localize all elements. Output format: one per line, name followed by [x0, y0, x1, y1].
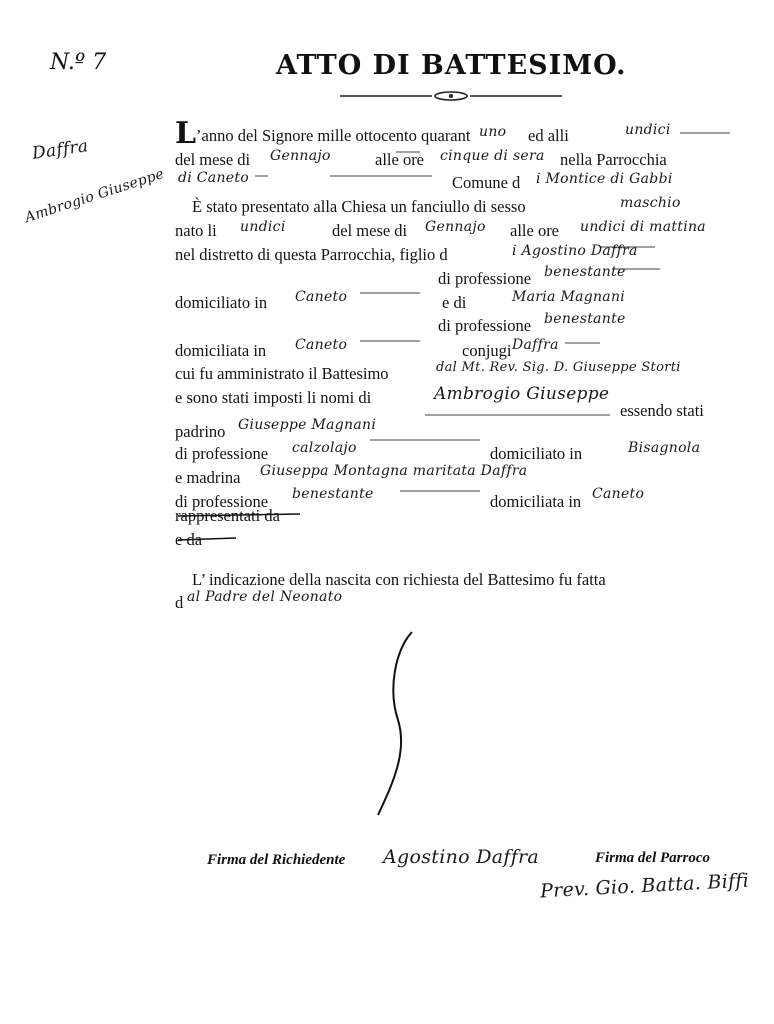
mother-profession-hand: benestante [544, 311, 626, 327]
line2-text-b: alle ore [375, 150, 425, 169]
officiant-hand: dal Mt. Rev. Sig. D. Giuseppe Storti [436, 360, 681, 375]
line17-text: di professione [175, 492, 269, 511]
godfather-domicile-hand: Bisagnola [628, 440, 701, 456]
line5-text-c: alle ore [510, 221, 560, 240]
declarant-hand: al Padre del Neonato [187, 589, 343, 605]
margin-surname: Daffra [30, 136, 90, 164]
line12-text: e sono stati imposti li nomi di [175, 388, 372, 407]
godfather-hand: Giuseppe Magnani [238, 417, 377, 433]
comune-hand: i Montice di Gabbi [536, 171, 673, 187]
birth-day-hand: undici [240, 219, 286, 235]
birth-month-hand: Gennajo [425, 219, 486, 235]
priest-signature: Prev. Gio. Batta. Biffi [539, 869, 750, 903]
birth-hour-hand: undici di mattina [580, 219, 706, 235]
line21-text: d [175, 593, 184, 612]
flourish-stroke-icon [378, 632, 412, 815]
father-profession-hand: benestante [544, 264, 626, 280]
parish-hand: di Caneto [178, 170, 250, 186]
representatives-line: rappresentati da [175, 506, 280, 525]
mother-domicile-hand: Caneto [295, 337, 348, 353]
godmother-domicile-hand: Caneto [592, 486, 645, 502]
day-hand: undici [625, 122, 671, 138]
godfather-profession-hand: calzolajo [292, 440, 357, 456]
initial-capital: L [175, 116, 197, 151]
mother-hand: Maria Magnani [512, 289, 626, 305]
line6-text: nel distretto di questa Parrocchia, figlio d [175, 245, 448, 264]
act-number: N.º 7 [50, 50, 107, 75]
line5-text: nato li [175, 221, 217, 240]
line20-text: L’ indicazione della nascita con richiesta del Battesimo fu fatta [192, 570, 606, 589]
line15-text: di professione [175, 444, 269, 463]
line2-text: del mese di [175, 150, 251, 169]
line1-text-b: ed alli [528, 126, 569, 145]
line4-text: È stato presentato alla Chiesa un fanciullo di sesso [192, 197, 526, 216]
godmother-hand: Giuseppa Montagna maritata Daffra [260, 463, 528, 479]
document-title: ATTO DI BATTESIMO. [276, 50, 627, 81]
line10-text-b: conjugi [462, 341, 512, 360]
godmother-profession-hand: benestante [292, 486, 374, 502]
line9-text: di professione [438, 316, 532, 335]
requester-signature: Agostino Daffra [383, 846, 540, 868]
line7-text: di professione [438, 269, 532, 288]
margin-given-names: Ambrogio Giuseppe [23, 165, 167, 227]
line8-text-b: e di [442, 293, 467, 312]
line13-text: essendo stati [620, 401, 704, 420]
line17-text-b: domiciliata in [490, 492, 582, 511]
title-ornament-icon [340, 92, 562, 100]
line8-text: domiciliato in [175, 293, 268, 312]
sex-hand: maschio [620, 195, 681, 211]
father-hand: i Agostino Daffra [512, 243, 638, 259]
birth-year-hand: uno [479, 124, 507, 140]
line10-text: domiciliata in [175, 341, 267, 360]
line3-text: Comune d [452, 173, 521, 192]
line15-text-b: domiciliato in [490, 444, 583, 463]
line14-text: padrino [175, 422, 226, 441]
given-names-hand: Ambrogio Giuseppe [434, 384, 610, 404]
priest-label: Firma del Parroco [595, 850, 710, 866]
father-domicile-hand: Caneto [295, 289, 348, 305]
month-hand: Gennajo [270, 148, 331, 164]
line11-text: cui fu amministrato il Battesimo [175, 364, 389, 383]
hour-hand: cinque di sera [440, 148, 545, 164]
line5-text-b: del mese di [332, 221, 408, 240]
line2-text-c: nella Parrocchia [560, 150, 667, 169]
spouses-hand: Daffra [512, 337, 559, 353]
representatives-line-2: e da [175, 530, 203, 549]
requester-label: Firma del Richiedente [207, 852, 346, 868]
line16-text: e madrina [175, 468, 241, 487]
line1-text: ’anno del Signore mille ottocento quarant [196, 126, 471, 145]
